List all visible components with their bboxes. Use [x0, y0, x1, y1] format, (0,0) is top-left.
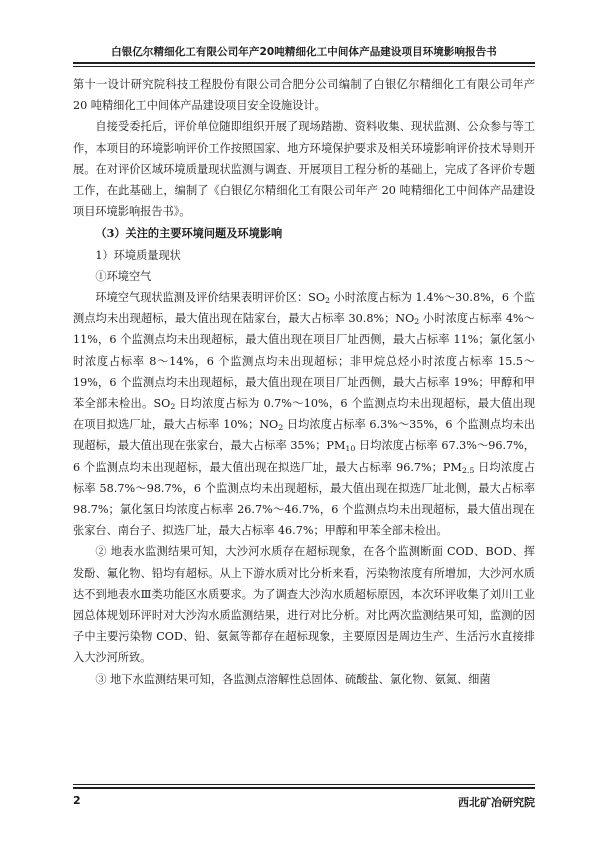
paragraph-ambient-air-results: 环境空气现状监测及评价结果表明评价区：$SO_2$ 小时浓度占标为 1.4%～30.8%，6 个监测点均未出现超标，最大值出现在陆家台，最大占标率 30.8%；$NO_2$ 小时浓度占标率 4%～11%，6 个监测点均未出现超标，最大值出现在项目厂址西侧，最大占标率 11%；氯化氢小时浓度占标率 8～14%，6 个监测点均未出现超标；非甲烷总烃小时浓度占标率 15.5～19%，6 个监测点均未出现超标，最大值出现在项目厂址西侧，最大占标率 19%；甲醇和甲苯全部未检出。$SO_2$ 日均浓度占标为 0.7%～10%，6 个监测点均未出现超标，最大值出现在项目拟选厂址，最大占标率 10%；$NO_2$ 日均浓度占标率 6.3%～35%，6 个监测点均未出现超标，最大值出现在张家台，最大占标率 35%；$PM_{10}$ 日均浓度占标率 67.3%～96.7%，6 个监测点均未出现超标，最大值出现在拟选厂址，最大占标率 96.7%；$PM_{2.5}$ 日均浓度占标率 58.7%～98.7%，6 个监测点均未出现超标，最大值出现在拟选厂址北侧，最大占标率 98.7%；氯化氢日均浓度占标率 26.7%～46.7%，6 个监测点均未出现超标，最大值出现在张家台、南台子、拟选厂址，最大占标率 46.7%；甲醇和甲苯全部未检出。: [73, 291, 536, 538]
document-body: [73, 74, 535, 690]
paragraph-assessment-process: 自接受委托后，评价单位随即组织开展了现场踏勘、资料收集、现状监测、公众参与等工作，本项目的环境影响评价工作按照国家、地方环境保护要求及相关环境影响评价技术导则开展。在对评价区域环境质量现状监测与调查、开展项目工程分析的基础上，完成了各评价专题工作，在此基础上，编制了《白银亿尔精细化工有限公司年产 20 吨精细化工中间体产品建设项目环境影响报告书》。: [73, 120, 535, 219]
footer-rule-thick: [73, 787, 535, 789]
paragraph-surface-water: ② 地表水监测结果可知，大沙河水质存在超标现象，在各个监测断面 COD、BOD、挥发酚、氟化物、铅均有超标。从上下游水质对比分析来看，污染物浓度有所增加，大沙河水质达不到地表水Ⅲ类功能区水质要求。为了调查大沙沟水质超标原因，本次环评收集了刘川工业园总体规划环评时对大沙沟水质监测结果，进行对比分析。对比两次监测结果可知，监测的因子中主要污染物 COD、铅、氨氮等都存在超标现象，主要原因是周边生产、生活污水直接排入大沙河所致。: [73, 545, 535, 665]
section-heading-environmental-issues: （3）关注的主要环境问题及环境影响: [95, 226, 283, 241]
subheading-ambient-air: ①环境空气: [95, 269, 152, 283]
footer-institute: 西北矿冶研究院: [458, 796, 535, 809]
paragraph-design-unit: 第十一设计研究院科技工程股份有限公司合肥分公司编制了白银亿尔精细化工有限公司年产 20 吨精细化工中间体产品建设项目安全设施设计。: [73, 78, 535, 113]
header-rule-thin: [73, 66, 535, 67]
header-title: 白银亿尔精细化工有限公司年产20吨精细化工中间体产品建设项目环境影响报告书: [111, 46, 497, 58]
header-rule-thick: [73, 62, 535, 64]
page-number: 2: [73, 794, 81, 807]
subheading-environmental-quality: 1）环境质量现状: [95, 248, 181, 262]
paragraph-groundwater: ③ 地下水监测结果可知，各监测点溶解性总固体、硫酸盐、氯化物、氨氮、细菌: [95, 672, 491, 686]
footer-rule-thin: [73, 784, 535, 785]
page-header: [73, 41, 535, 63]
page-footer: [73, 784, 535, 814]
